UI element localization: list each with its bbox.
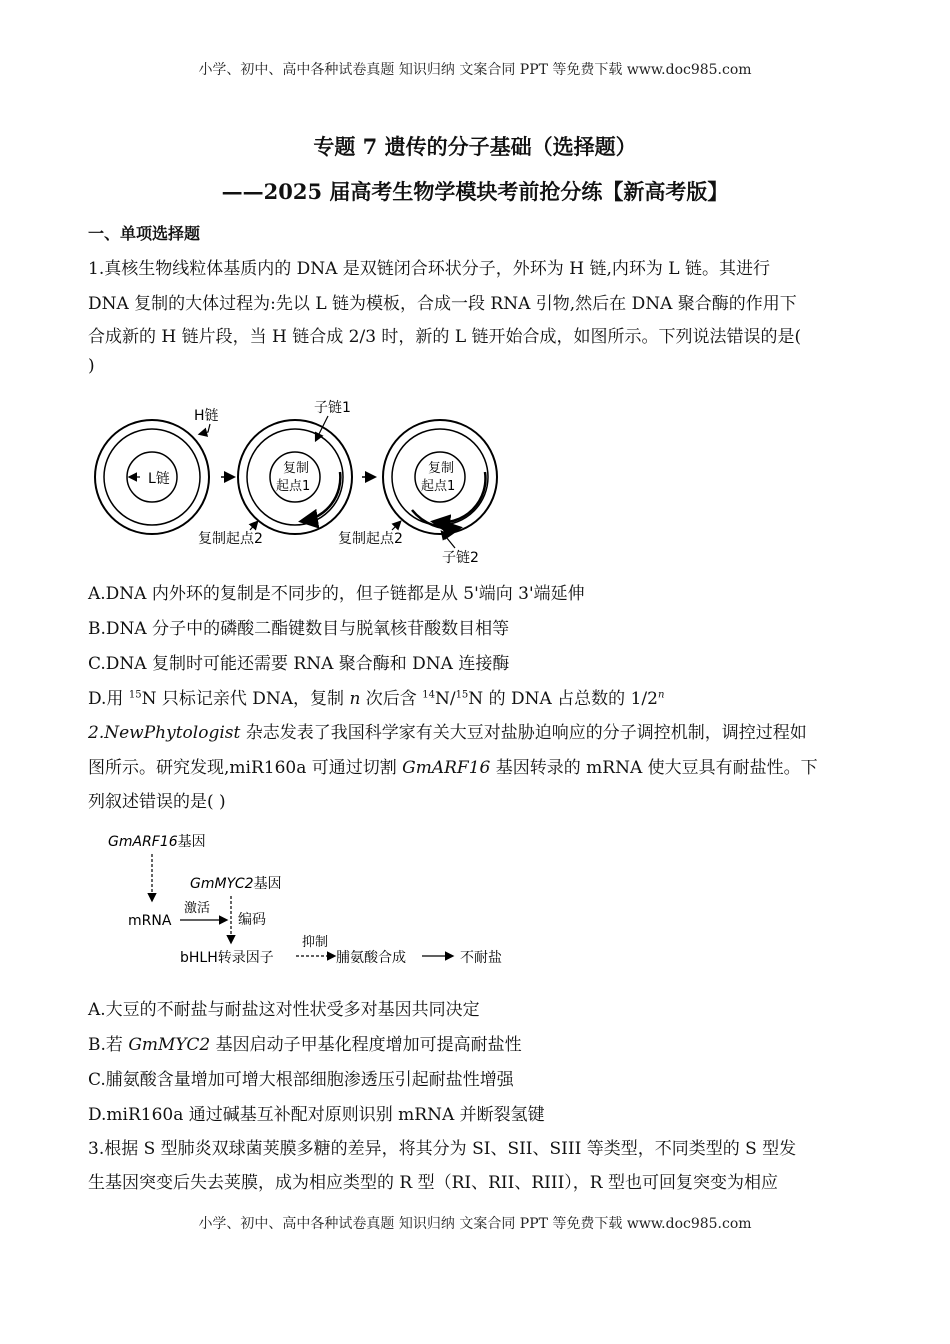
title-line-2: ——2025 届高考生物学模块考前抢分练【新高考版】 xyxy=(221,179,729,204)
inhibit-label: 抑制 xyxy=(302,935,329,950)
origin1-label-a: 复制 xyxy=(283,461,310,476)
q1-option-c: C.DNA 复制时可能还需要 RNA 聚合酶和 DNA 连接酶 xyxy=(88,654,510,674)
child1-pointer xyxy=(316,416,328,440)
h-chain-label: H链 xyxy=(194,408,219,424)
q2-option-b: B.若 GmMYC2 基因启动子甲基化程度增加可提高耐盐性 xyxy=(88,1035,522,1055)
not-tolerant-label: 不耐盐 xyxy=(460,950,502,966)
q1-line-1: 1.真核生物线粒体基质内的 DNA 是双链闭合环状分子，外环为 H 链,内环为 L 链。其进行 xyxy=(88,259,770,279)
q1-option-a: A.DNA 内外环的复制是不同步的，但子链都是从 5'端向 3'端延伸 xyxy=(88,584,585,604)
q3-line-2: 生基因突变后失去荚膜，成为相应类型的 R 型（RI、RII、RIII），R 型也可回复突变为相应 xyxy=(88,1173,779,1193)
title-line-1: 专题 7 遗传的分子基础（选择题） xyxy=(313,134,637,159)
origin2-label-a: 复制起点2 xyxy=(198,531,263,547)
q2-line-2: 图所示。研究发现,miR160a 可通过切割 GmARF16 基因转录的 mRNA 使大豆具有耐盐性。下 xyxy=(88,758,818,778)
q1-option-d: D.用 $^{15}$N 只标记亲代 DNA，复制 n 次后含 $^{14}$N/$^{15}$N 的 DNA 占总数的 1/2$^n$ xyxy=(88,689,665,709)
gene-gmmyc2: GmMYC2基因 xyxy=(190,876,282,892)
q1-line-3: 合成新的 H 链片段，当 H 链合成 2/3 时，新的 L 链开始合成，如图所示。下列说法错误的是( xyxy=(88,327,802,347)
q1-line-4: ) xyxy=(88,356,95,376)
gene-gmarf16: GmARF16基因 xyxy=(108,834,206,850)
origin1-label-b: 起点1 xyxy=(276,479,311,494)
child-strand-2-arc xyxy=(412,510,458,529)
q2-option-a: A.大豆的不耐盐与耐盐这对性状受多对基因共同决定 xyxy=(88,1000,480,1020)
proline-label: 脯氨酸合成 xyxy=(336,950,406,966)
child2-pointer xyxy=(442,532,455,548)
mrna-label: mRNA xyxy=(128,913,172,929)
bhlh-label: bHLH转录因子 xyxy=(180,950,274,966)
origin1-label-a-2: 复制 xyxy=(428,461,455,476)
page-header: 小学、初中、高中各种试卷真题 知识归纳 文案合同 PPT 等免费下载 www.doc985.com xyxy=(198,62,752,78)
q2-option-c: C.脯氨酸含量增加可增大根部细胞渗透压引起耐盐性增强 xyxy=(88,1070,514,1090)
q1-line-2: DNA 复制的大体过程为:先以 L 链为模板，合成一段 RNA 引物,然后在 DNA 聚合酶的作用下 xyxy=(88,294,797,314)
page-footer: 小学、初中、高中各种试卷真题 知识归纳 文案合同 PPT 等免费下载 www.doc985.com xyxy=(198,1216,752,1232)
origin2-pointer-b xyxy=(392,522,400,530)
origin2-label-b: 复制起点2 xyxy=(338,531,403,547)
q2-line-1: 2.NewPhytologist 杂志发表了我国科学家有关大豆对盐胁迫响应的分子调控机制，调控过程如 xyxy=(88,723,807,743)
q2-line-3: 列叙述错误的是( ) xyxy=(88,792,226,812)
origin2-pointer-a xyxy=(250,522,257,530)
l-chain-label: L链 xyxy=(148,471,170,487)
q1-option-b: B.DNA 分子中的磷酸二酯键数目与脱氧核苷酸数目相等 xyxy=(88,619,510,639)
encode-label: 编码 xyxy=(238,912,266,928)
q3-line-1: 3.根据 S 型肺炎双球菌荚膜多糖的差异，将其分为 SI、SII、SIII 等类型，不同类型的 S 型发 xyxy=(88,1139,797,1159)
origin1-label-b-2: 起点1 xyxy=(421,479,456,494)
child2-label: 子链2 xyxy=(442,550,479,566)
ring-set-2 xyxy=(238,420,352,534)
section-heading: 一、单项选择题 xyxy=(88,224,201,243)
child1-label: 子链1 xyxy=(314,400,351,416)
q2-option-d: D.miR160a 通过碱基互补配对原则识别 mRNA 并断裂氢键 xyxy=(88,1105,545,1125)
activate-label: 激活 xyxy=(184,901,211,916)
ring-set-3 xyxy=(383,420,497,534)
dna-replication-diagram xyxy=(90,392,510,570)
h-chain-pointer xyxy=(200,424,210,434)
regulation-pathway-diagram xyxy=(100,826,530,974)
